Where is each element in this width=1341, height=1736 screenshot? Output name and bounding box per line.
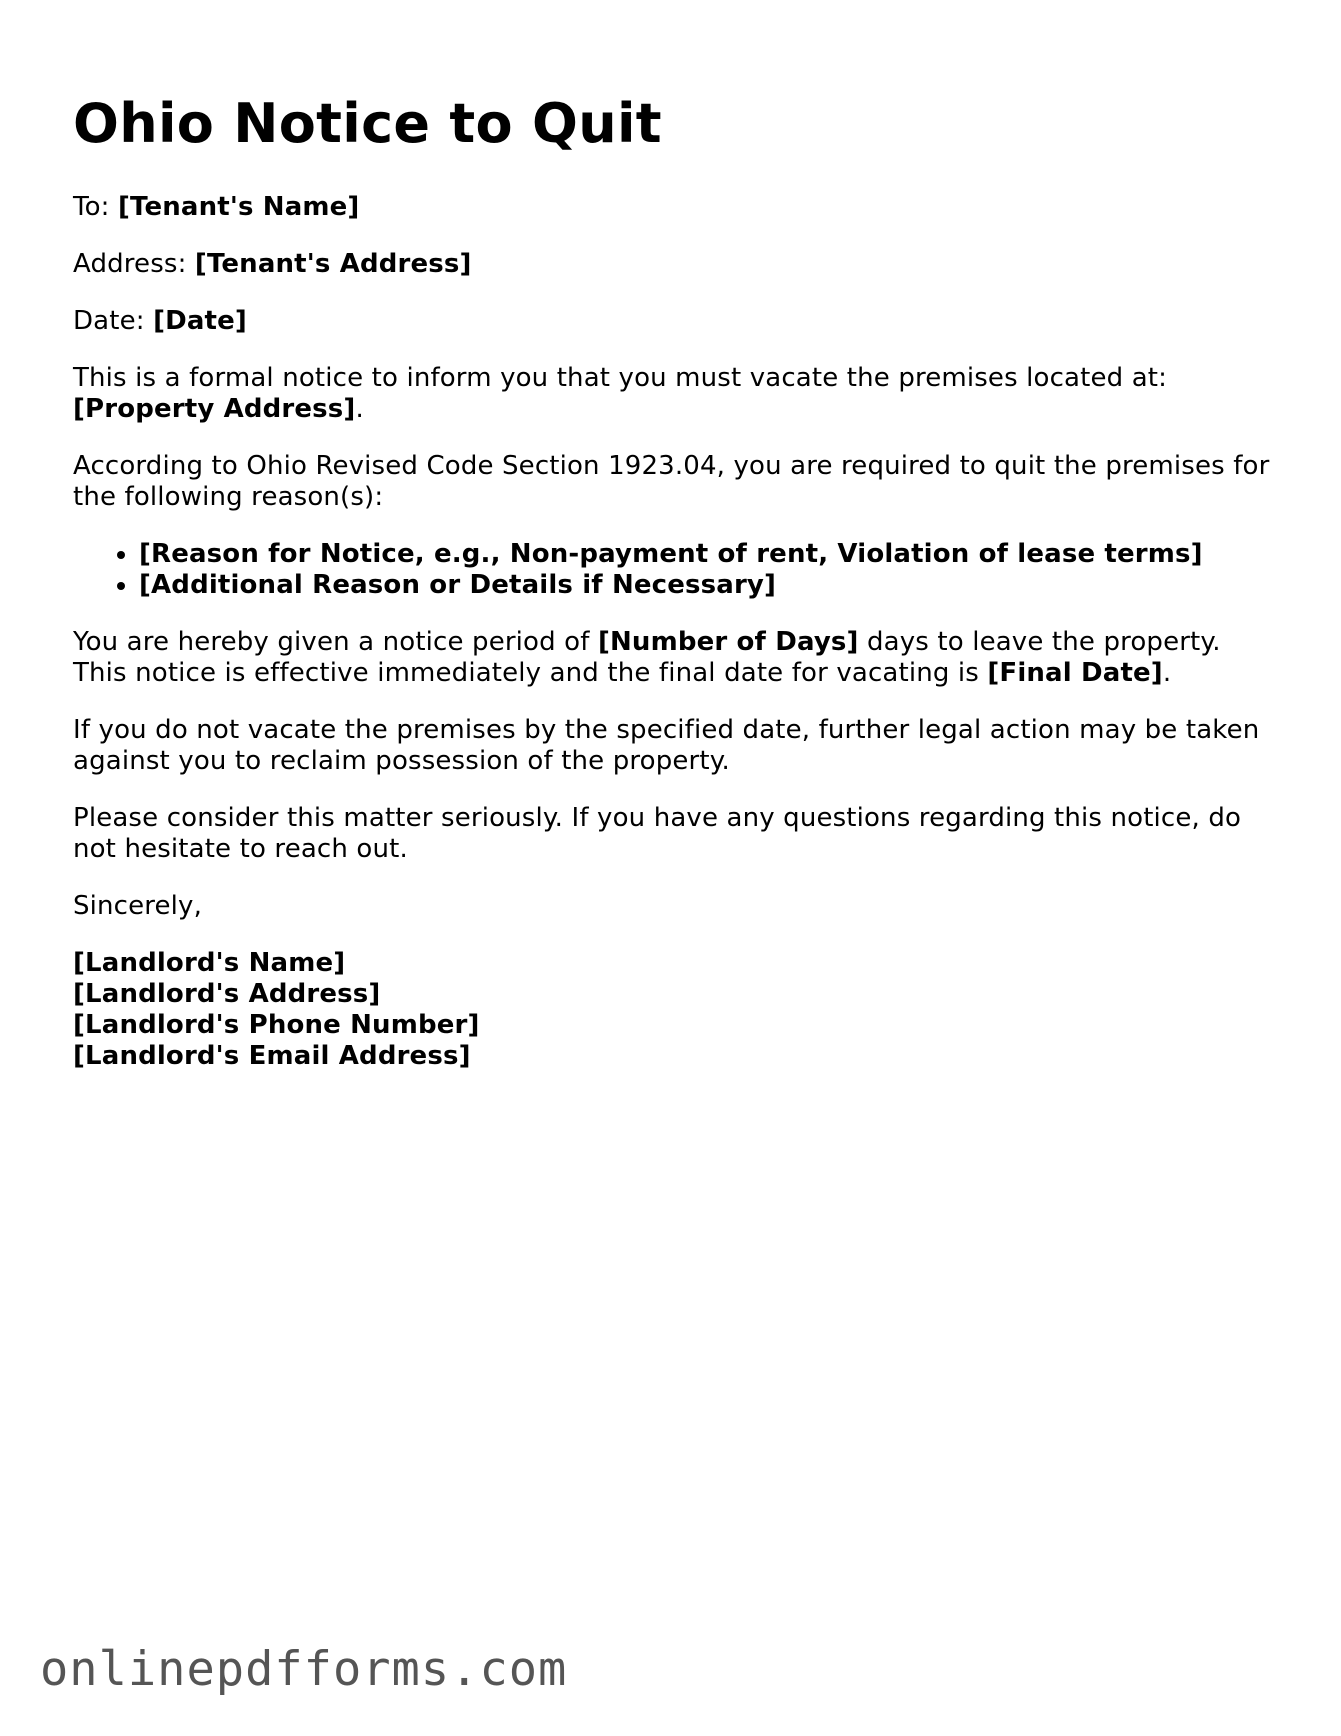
property-address: [Property Address] [73, 394, 356, 424]
to-label: To: [73, 192, 118, 222]
watermark: onlinepdfforms.com [40, 1642, 568, 1697]
date-line [73, 306, 1273, 337]
intro-paragraph [73, 363, 1273, 425]
intro-period: . [355, 394, 364, 424]
sign-off: Sincerely, [73, 891, 202, 921]
final-date: [Final Date] [987, 658, 1163, 688]
to-line [73, 192, 1273, 223]
tenant-address: [Tenant's Address] [194, 249, 472, 279]
notice-date: [Date] [153, 306, 247, 336]
signature-block [73, 948, 1273, 1072]
closing-note-paragraph: Please consider this matter seriously. If you have any questions regarding this notice, do not hesitate to reach out. [73, 803, 1242, 864]
intro-text: This is a formal notice to inform you that you must vacate the premises located at: [73, 363, 1168, 393]
address-label: Address: [73, 249, 195, 279]
date-label: Date: [73, 306, 154, 336]
address-line [73, 249, 1273, 280]
reason-intro-paragraph: According to Ohio Revised Code Section 1923.04, you are required to quit the premises for the following reason(s): [73, 451, 1270, 512]
notice-period-paragraph [73, 627, 1273, 689]
tenant-name: [Tenant's Name] [118, 192, 360, 222]
number-of-days: [Number of Days] [597, 627, 859, 657]
reasons-list [73, 539, 1273, 601]
page-title: Ohio Notice to Quit [73, 92, 662, 155]
list-item: • [Reason for Notice, e.g., Non-payment of rent, Violation of lease terms] [139, 539, 1273, 570]
landlord-name: [Landlord's Name] [73, 948, 346, 978]
notice-period-text-1: You are hereby given a notice period of [73, 627, 598, 657]
list-item: • [Additional Reason or Details if Necessary] [139, 570, 1273, 601]
notice-period-text-2: days to leave the property. This notice is effective immediately and the final date for vacating is [73, 627, 1221, 688]
landlord-phone: [Landlord's Phone Number] [73, 1010, 480, 1040]
consequence-paragraph: If you do not vacate the premises by the specified date, further legal action may be taken against you to reclaim possession of the property. [73, 715, 1260, 776]
landlord-email: [Landlord's Email Address] [73, 1041, 471, 1071]
document [73, 92, 1273, 1072]
notice-period-end: . [1162, 658, 1172, 688]
landlord-address: [Landlord's Address] [73, 979, 381, 1009]
